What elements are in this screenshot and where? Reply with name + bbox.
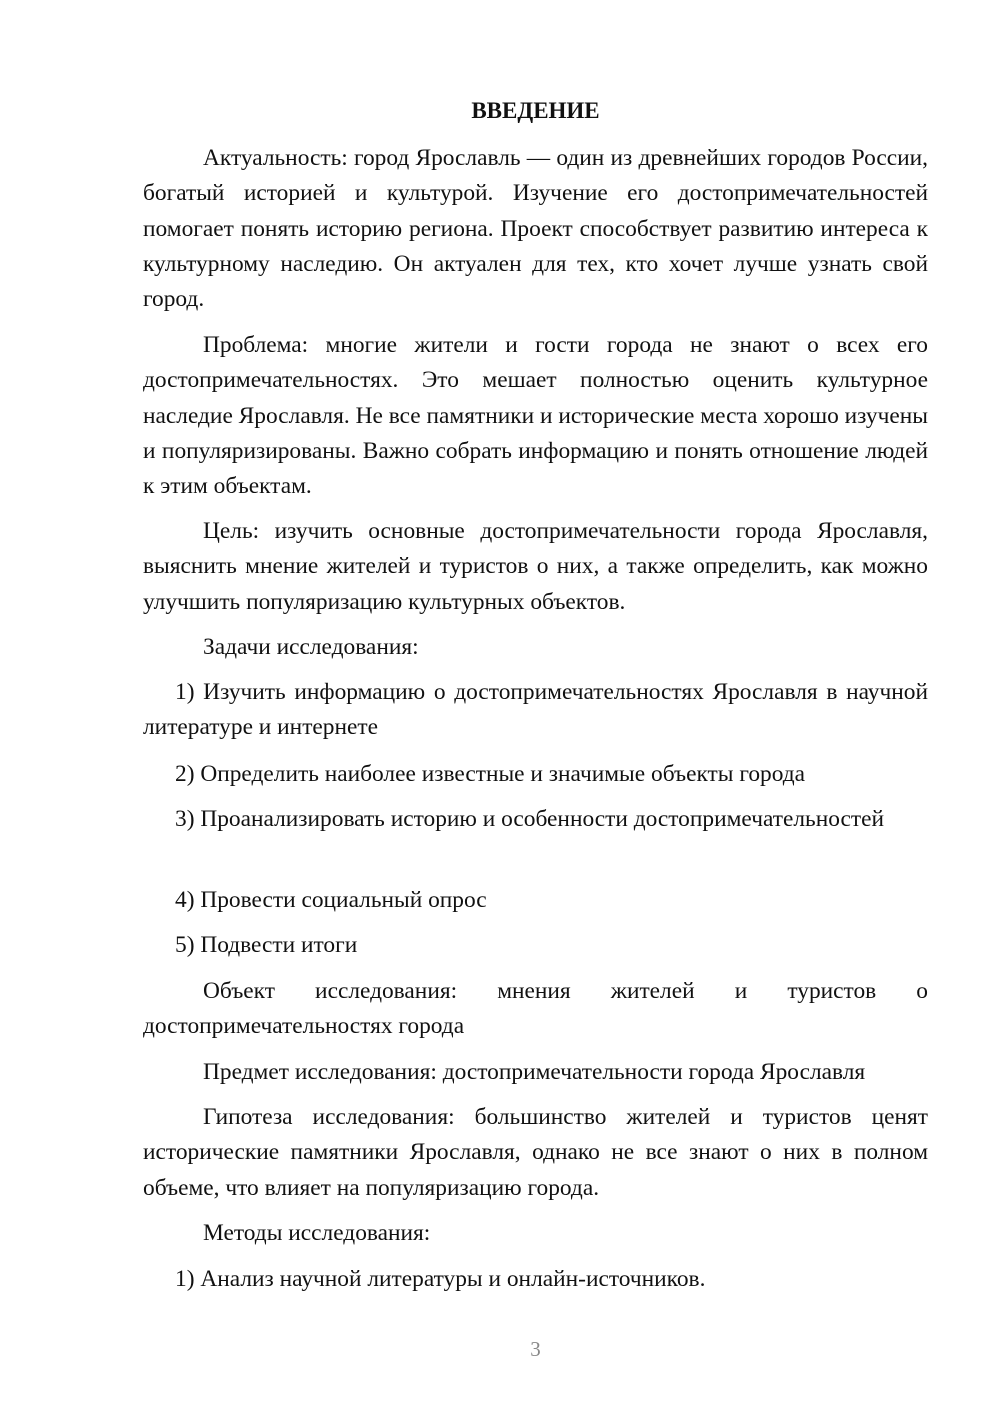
page-number: 3 [530, 1337, 541, 1361]
tasks-heading: Задачи исследования: [203, 634, 419, 660]
task-item-2: 2) Определить наиболее известные и значимые объекты города [175, 761, 806, 787]
task-item-3: 3) Проанализировать историю и особенности достопримечательностей [175, 806, 884, 832]
hypothesis-paragraph: Гипотеза исследования: большинство жителей и туристов ценят исторические памятники Ярославля, однако не все знают о них в полном объеме, что влияет на популяризацию города. [143, 1104, 928, 1201]
problem-paragraph: Проблема: многие жители и гости города не знают о всех его достопримечательностях. Это мешает полностью оценить культурное наследие Ярославля. Не все памятники и исторические места хорошо изучены и популяризированы. Важно собрать информацию и понять отношение людей к этим объектам. [143, 332, 928, 500]
relevance-paragraph: Актуальность: город Ярославль — один из древнейших городов России, богатый историей и культурой. Изучение его достопримечательностей помогает понять историю региона. Проект способствует развитию интереса к культурному наследию. Он актуален для тех, кто хочет лучше узнать свой город. [143, 145, 928, 313]
goal-paragraph: Цель: изучить основные достопримечательности города Ярославля, выяснить мнение жителей и туристов о них, а также определить, как можно улучшить популяризацию культурных объектов. [143, 518, 928, 615]
task-item-1: 1) Изучить информацию о достопримечательностях Ярославля в научной литературе и интернете [143, 679, 928, 741]
method-item-1: 1) Анализ научной литературы и онлайн-источников. [175, 1266, 706, 1292]
section-heading: ВВЕДЕНИЕ [471, 98, 600, 123]
methods-heading: Методы исследования: [203, 1220, 431, 1246]
object-paragraph: Объект исследования: мнения жителей и туристов о достопримечательностях города [143, 978, 928, 1040]
task-item-5: 5) Подвести итоги [175, 932, 358, 958]
task-item-4: 4) Провести социальный опрос [175, 887, 487, 913]
subject-paragraph: Предмет исследования: достопримечательности города Ярославля [203, 1059, 866, 1085]
